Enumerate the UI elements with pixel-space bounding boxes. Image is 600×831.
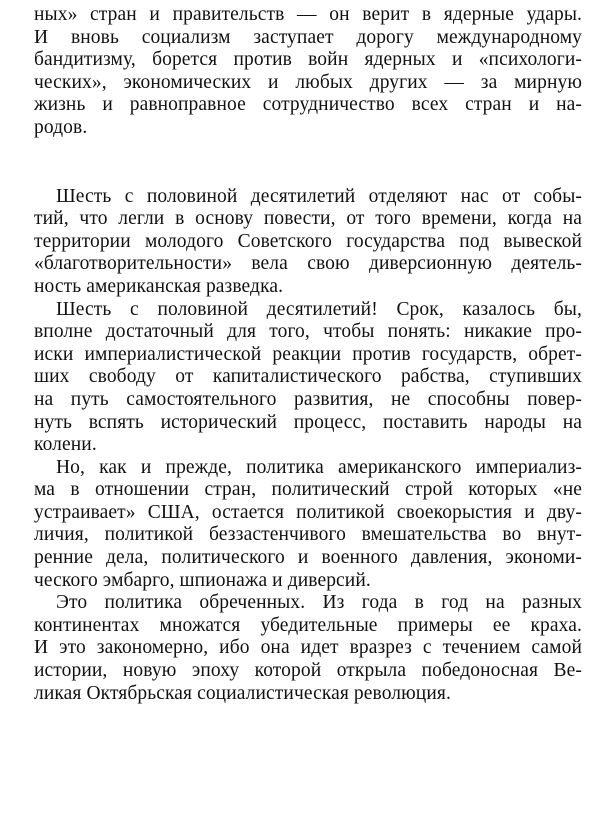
document-page (34, 4, 582, 705)
text-line: ликая Октябрьская социалистическая революция. (34, 682, 451, 704)
section-spacer (34, 140, 582, 186)
text-line: Это политика обреченных. Из года в год на разных (56, 592, 582, 614)
text-line: И это закономерно, ибо она идет вразрез с течением самой (34, 637, 582, 659)
text-line: «благотворительности» вела свою диверсионную деятель- (34, 253, 582, 275)
text-line: на путь самостоятельного развития, не способны повер- (34, 388, 582, 410)
text-line: родов. (34, 116, 88, 138)
paragraph-5 (34, 592, 582, 705)
paragraph-3 (34, 299, 582, 457)
text-line: ческого эмбарго, шпионажа и диверсий. (34, 569, 371, 591)
text-line: ных» стран и правительств — он верит в ядерные удары. (34, 4, 582, 25)
paragraph-2 (34, 186, 582, 299)
text-line: истории, новую эпоху которой открыла победоносная Ве- (34, 660, 582, 682)
text-line: ренние дела, политического и военного давления, экономи- (34, 547, 582, 569)
text-line: ма в отношении стран, политический строй которых «не (34, 479, 582, 501)
text-line: континентах множатся убедительные примеры ее краха. (34, 614, 582, 636)
text-line: колени. (34, 434, 97, 456)
text-line: иски империалистической реакции против государств, обрет- (34, 343, 582, 365)
paragraph-1 (34, 4, 582, 140)
text-line: территории молодого Советского государства под вывеской (34, 230, 582, 252)
text-line: Шесть с половиной десятилетий! Срок, казалось бы, (56, 298, 582, 320)
text-line: личия, политикой беззастенчивого вмешательства во внут- (34, 524, 582, 546)
paragraph-4 (34, 457, 582, 593)
text-line: жизнь и равноправное сотрудничество всех стран и на- (34, 94, 582, 116)
text-line: ших свободу от капиталистического рабства, ступивших (34, 366, 582, 388)
text-line: вполне достаточный для того, чтобы понять: никакие про- (34, 321, 582, 343)
text-line: Шесть с половиной десятилетий отделяют нас от собы- (56, 185, 582, 207)
text-line: бандитизму, борется против войн ядерных и «психологи- (34, 49, 582, 71)
text-line: И вновь социализм заступает дорогу международному (34, 26, 582, 48)
text-line: тий, что легли в основу повести, от того времени, когда на (34, 208, 582, 230)
text-line: ческих», экономических и любых других — за мирную (34, 71, 582, 93)
text-line: устраивает» США, остается политикой своекорыстия и дву- (34, 501, 582, 523)
text-line: Но, как и прежде, политика американского империализ- (56, 456, 582, 478)
text-line: ность американская разведка. (34, 275, 284, 297)
text-line: нуть вспять исторический процесс, поставить народы на (34, 411, 582, 433)
